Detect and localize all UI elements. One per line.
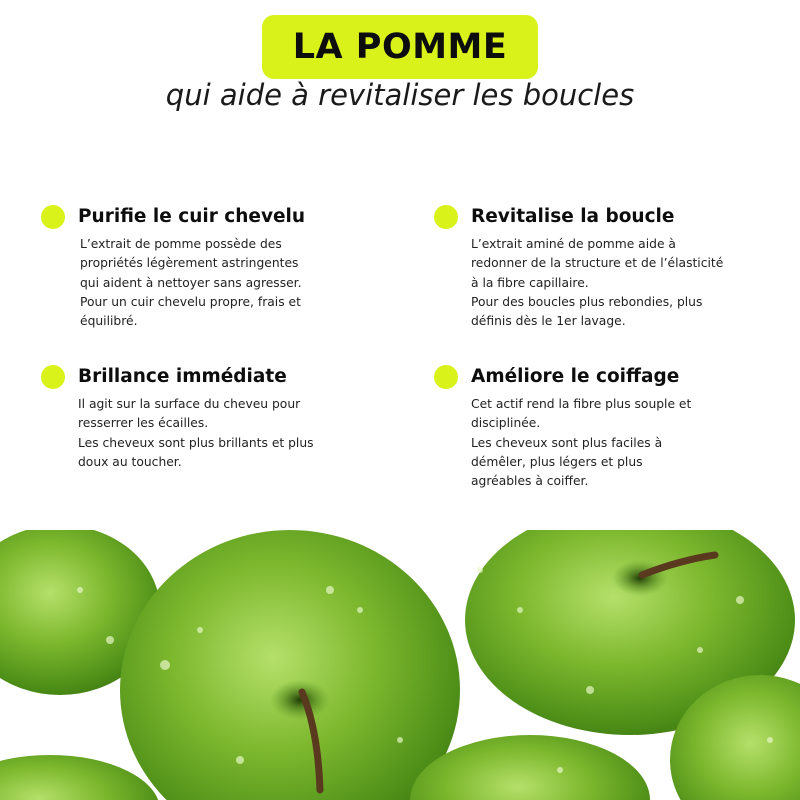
feature-title: Purifie le cuir chevelu <box>78 206 306 227</box>
page-subtitle: qui aide à revitaliser les boucles <box>165 78 635 112</box>
page-title: LA POMME <box>292 27 508 67</box>
feature-description: L’extrait de pomme possède des propriétés légèrement astringentes qui aident à nettoyer sans agresser. Pour un cuir chevelu propre, frais et équilibré. <box>80 237 302 329</box>
bullet-dot-icon <box>434 365 458 389</box>
feature-description: Cet actif rend la fibre plus souple et disciplinée. Les cheveux sont plus faciles à démêler, plus légers et plus agréables à coiffer. <box>471 397 692 489</box>
feature-title: Améliore le coiffage <box>471 366 680 387</box>
feature-description: L’extrait aminé de pomme aide à redonner de la structure et de l’élasticité à la fibre capillaire. Pour des boucles plus rebondies, plus définis dès le 1er lavage. <box>471 237 724 329</box>
apple <box>120 530 460 800</box>
apple <box>0 755 160 800</box>
feature-title: Revitalise la boucle <box>471 206 675 227</box>
green-apples-photo <box>0 530 800 800</box>
feature-description: Il agit sur la surface du cheveu pour resserrer les écailles. Les cheveux sont plus brillants et plus doux au toucher. <box>78 397 314 469</box>
bullet-dot-icon <box>41 365 65 389</box>
feature-title: Brillance immédiate <box>78 366 287 387</box>
bullet-dot-icon <box>434 205 458 229</box>
bullet-dot-icon <box>41 205 65 229</box>
title-badge <box>262 15 538 79</box>
